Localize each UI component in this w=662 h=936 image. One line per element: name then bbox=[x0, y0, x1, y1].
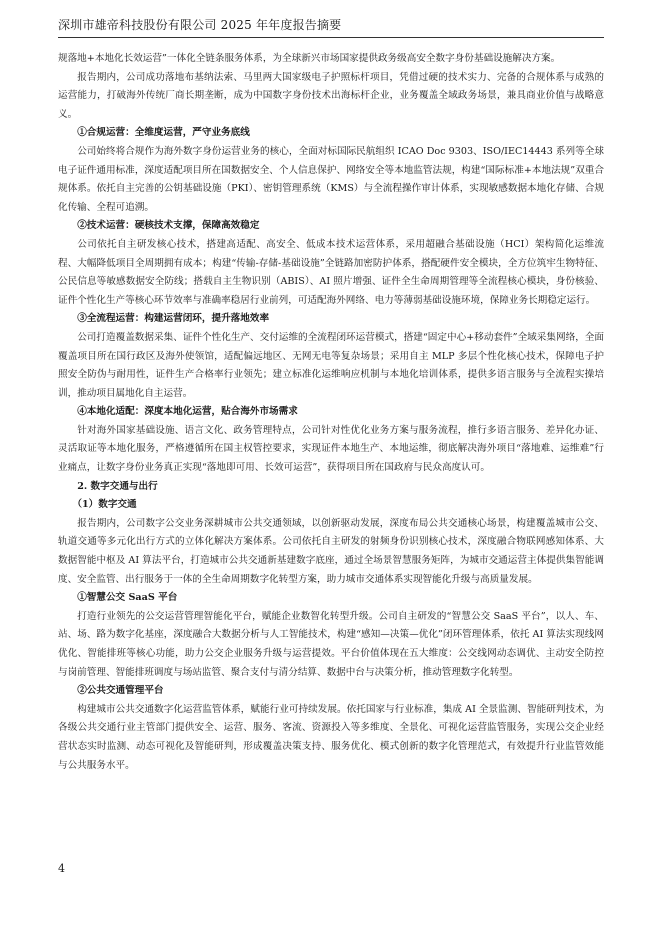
section-heading: ②技术运营：硬核技术支撑，保障高效稳定 bbox=[77, 220, 260, 232]
paragraph: 构建城市公共交通数字化运营监管体系，赋能行业可持续发展。依托国家与行业标准，集成 AI 全景监测、智能研判技术，为各级公共交通行业主管部门提供安全、运营、服务、客流、资源投入等多维度、全景化、可视化运营监管服务，实现公交企业经营状态实时监测、动态可视化及智能研判，形成覆盖决策支持、服务优化、模式创新的数字化管理范式，有效提升行业监管效能与公共服务水平。 bbox=[58, 703, 604, 771]
paragraph: 报告期内，公司成功落地布基纳法索、马里两大国家级电子护照标杆项目，凭借过硬的技术实力、完备的合规体系与成熟的运营能力，打破海外传统厂商长期垄断，成为中国数字身份技术出海标杆企业，业务覆盖全域政务场景，兼具商业价值与战略意义。 bbox=[58, 71, 604, 120]
section-heading: ④本地化适配：深度本地化运营，贴合海外市场需求 bbox=[77, 406, 298, 418]
page-number: 4 bbox=[58, 862, 65, 875]
paragraph: 报告期内，公司数字公交业务深耕城市公共交通领域，以创新驱动发展，深度布局公共交通核心场景，构建覆盖城市公交、轨道交通等多元化出行方式的立体化解决方案体系。公司依托自主研发的射频身份识别核心技术，深度融合物联网感知体系、大数据智能中枢及 AI 算法平台，打造城市公共交通新基建数字底座，通过全场景智慧服务矩阵，为城市交通运营主体提供集智能调度、安全监管、出行服务于一体的全生命周期数字化转型方案，助力城市交通体系实现智能化升级与高质量发展。 bbox=[58, 517, 604, 585]
paragraph: 公司打造覆盖数据采集、证件个性化生产、交付运维的全流程闭环运营模式，搭建“固定中心+移动套件”全域采集网络，全面覆盖项目所在国行政区及海外使领馆，适配偏远地区、无网无电等复杂场景；采用自主 MLP 多层个性化核心技术，保障电子护照安全防伪与耐用性，证件生产合格率行业领先；建立标准化运维响应机制与本地化培训体系，提供多语言服务与全流程实操培训，推动项目属地化自主运营。 bbox=[58, 331, 604, 399]
paragraph: 公司始终将合规作为海外数字身份运营业务的核心，全面对标国际民航组织 ICAO Doc 9303、ISO/IEC14443 系列等全球电子证件通用标准，深度适配项目所在国数据安全、个人信息保护、网络安全等本地监管法规，构建“国际标准+本地法规”双重合规体系。依托自主完善的公钥基础设施（PKI）、密钥管理系统（KMS）与全流程操作审计体系，实现敏感数据本地化存储、合规化传输、全程可追溯。 bbox=[58, 145, 604, 213]
section-heading: ③全流程运营：构建运营闭环，提升落地效率 bbox=[77, 313, 270, 325]
paragraph: 针对海外国家基础设施、语言文化、政务管理特点，公司针对性优化业务方案与服务流程，推行多语言服务、差异化办证、灵活取证等本地化服务，严格遵循所在国主权管控要求，实现证件本地生产、本地运维，彻底解决海外项目“落地难、运维难”行业痛点，让数字身份业务真正实现“落地即可用、长效可运营”，获得项目所在国政府与民众高度认可。 bbox=[58, 424, 604, 474]
section-heading: ②公共交通管理平台 bbox=[77, 685, 164, 697]
chapter-heading: 2. 数字交通与出行 bbox=[77, 480, 158, 492]
section-heading: ①智慧公交 SaaS 平台 bbox=[77, 592, 178, 604]
page-header: 深圳市雄帝科技股份有限公司 2025 年年度报告摘要 bbox=[58, 16, 604, 38]
paragraph: 规落地+本地化长效运营”一体化全链条服务体系，为全球新兴市场国家提供政务级高安全数字身份基础设施解决方案。 bbox=[58, 53, 561, 64]
paragraph: 公司依托自主研发核心技术，搭建高适配、高安全、低成本技术运营体系，采用超融合基础设施（HCI）架构简化运维流程、大幅降低项目全周期拥有成本；构建“传输-存储-基础设施”全链路加密防护体系，搭配硬件安全模块，全方位筑牢生物特征、公民信息等敏感数据安全防线；搭载自主生物识别（ABIS）、AI 照片增强、证件全生命周期管理等全流程核心模块，身份核验、证件个性化生产等核心环节效率与准确率稳居行业前列，可适配海外网络、电力等薄弱基础设施环境，保障业务长期稳定运行。 bbox=[58, 238, 604, 306]
section-heading: ①合规运营：全维度运营，严守业务底线 bbox=[77, 127, 250, 139]
report-body bbox=[58, 50, 604, 775]
subsection-heading: （1）数字交通 bbox=[72, 499, 137, 511]
paragraph: 打造行业领先的公交运营管理智能化平台，赋能企业数智化转型升级。公司自主研发的“智慧公交 SaaS 平台”，以人、车、站、场、路为数字化基座，深度融合大数据分析与人工智能技术，构建“感知—决策—优化”闭环管理体系，依托 AI 算法实现线网优化、智能排班等核心功能，助力公交企业服务升级与运营提效。平台价值体现在五大维度：公交线网动态调优、主动安全防控与岗前管理、智能排班调度与场站监管、聚合支付与清分结算、数据中台与决策分析，推动管理数字化转型。 bbox=[58, 610, 604, 678]
